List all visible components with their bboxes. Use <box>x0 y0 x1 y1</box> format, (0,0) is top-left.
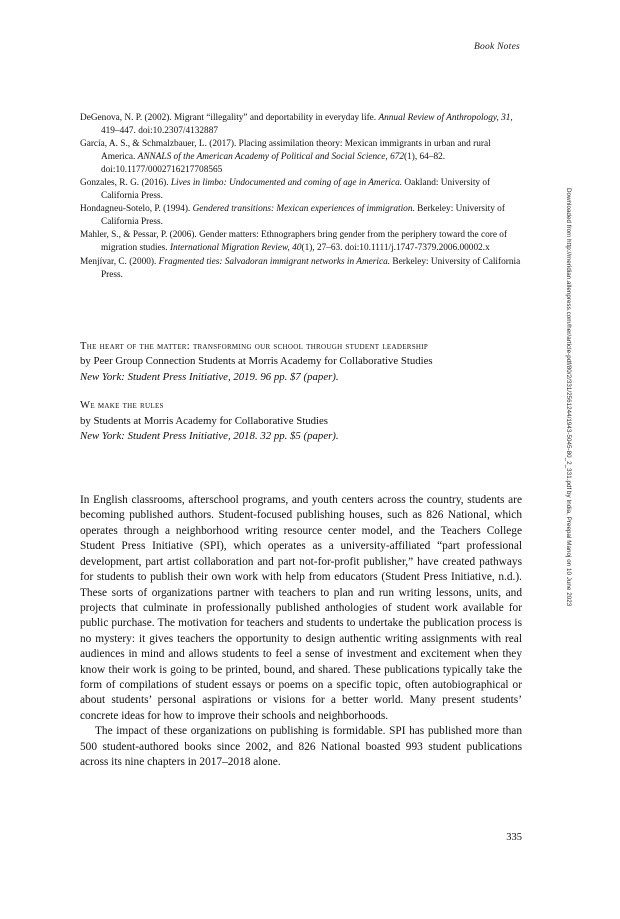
book-notice <box>80 339 522 385</box>
body-paragraph: In English classrooms, afterschool programs, and youth centers across the country, students are becoming published authors. Student-focused publishing houses, such as 826 National, which operates through a neighborhood writing resource center model, and the Teachers College Student Press Initiative (SPI), which operates as a university-affiliated “part professional development, part artist collaboration and part not-for-profit publisher,” have created pathways for students to publish their own work with help from educators (Student Press Initiative, n.d.). These sorts of organizations partner with teachers to plan and run writing lessons, units, and projects that culminate in professionally published anthologies of student work available for public purchase. The motivation for teachers and students to undertake the publication process is no mystery: it gives teachers the opportunity to design authentic writing assignments with real audiences in mind and allows students to feel a sense of investment and excitement when they know their work is going to be printed, bound, and shared. These publications typically take the form of compilations of student essays or poems on a specific topic, often autobiographical or about students’ personal aspirations or visions for a better world. Many present students’ concrete ideas for how to improve their schools and neighborhoods. <box>80 494 522 722</box>
notice-separator <box>80 385 522 398</box>
reference-item: Gonzales, R. G. (2016). Lives in limbo: Undocumented and coming of age in America. Oakland: University of California Press. <box>80 178 491 202</box>
body-copy <box>80 493 522 771</box>
book-publication-info: New York: Student Press Initiative, 2018. 32 pp. $5 (paper). <box>80 430 339 443</box>
book-author: by Students at Morris Academy for Collaborative Studies <box>80 414 328 427</box>
page-number: 335 <box>506 832 522 843</box>
book-author: by Peer Group Connection Students at Morris Academy for Collaborative Studies <box>80 355 433 368</box>
running-head: Book Notes <box>473 42 520 52</box>
book-notice <box>80 398 522 444</box>
reference-item: Menjívar, C. (2000). Fragmented ties: Salvadoran immigrant networks in America. Berkeley: University of California Press. <box>80 256 521 280</box>
book-title: We make the rules <box>80 400 164 412</box>
book-publication-info: New York: Student Press Initiative, 2019. 96 pp. $7 (paper). <box>80 370 339 383</box>
reference-item: DeGenova, N. P. (2002). Migrant “illegality” and deportability in everyday life. Annual Review of Anthropology, 31, 419–447. doi:10.2307/4132887 <box>80 113 513 137</box>
reference-item: García, A. S., & Schmalzbauer, L. (2017). Placing assimilation theory: Mexican immigrants in urban and rural America. ANNALS of the American Academy of Political and Social Science, 672(1), 64–82. doi:10.1177/0002716217708565 <box>80 139 491 176</box>
download-watermark: Downloaded from http://meridian.allenpress.com/her/article-pdf/80/2/331/2561244/1943-5045-80_2_331.pdf by India, Preepal Manoj on 10 June 2023 <box>565 188 572 607</box>
reference-item: Mahler, S., & Pessar, P. (2006). Gender matters: Ethnographers bring gender from the periphery toward the core of migration studies. International Migration Review, 40(1), 27–63. doi:10.1111/j.1747-7379.2006.00002.x <box>80 230 508 254</box>
reference-item: Hondagneu-Sotelo, P. (1994). Gendered transitions: Mexican experiences of immigration. Berkeley: University of California Press. <box>80 204 505 228</box>
body-paragraph: The impact of these organizations on publishing is formidable. SPI has published more than 500 student-authored books since 2002, and 826 National boasted 993 student publications across its nine chapters in 2017–2018 alone. <box>80 725 522 769</box>
book-notice-list <box>80 339 522 444</box>
reference-list <box>80 112 522 282</box>
book-title: The heart of the matter: transforming our school through student leadership <box>80 341 429 352</box>
